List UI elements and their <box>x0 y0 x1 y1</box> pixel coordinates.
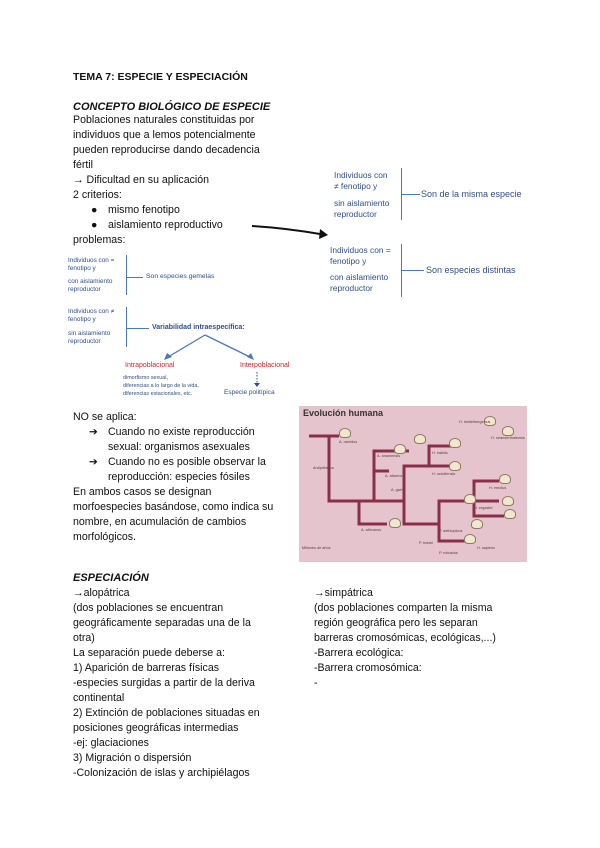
species-label: Ardipithecus <box>313 466 334 470</box>
case-line: Cuando no es posible observar la <box>108 456 266 468</box>
small-branch2-text: reproductor <box>68 338 101 345</box>
intra-detail: diferencias estacionales, etc. <box>123 391 193 397</box>
concept-line: fértil <box>73 159 94 171</box>
main-branch2-text: fenotipo y <box>330 256 367 266</box>
small-branch2-text: Individuos con ≠ <box>68 308 115 315</box>
small-result-2: Variabilidad intraespecífica: <box>152 324 245 331</box>
species-label: A. ramidus <box>339 440 358 444</box>
small-branch1-text: Individuos con = <box>68 257 115 264</box>
main-branch1-text: sin aislamiento <box>334 198 390 208</box>
skull-icon <box>414 434 426 444</box>
branch-arrows <box>150 332 290 362</box>
inter-result: Especie politípica <box>224 389 275 396</box>
concept-heading: CONCEPTO BIOLÓGICO DE ESPECIE <box>73 101 271 113</box>
case-line: reproducción: especies fósiles <box>108 471 250 483</box>
concept-line: → Dificultad en su aplicación <box>73 174 210 186</box>
arrow-icon: ➔ <box>89 456 98 468</box>
sympatric-line: -Barrera cromosómica: <box>314 662 422 674</box>
skull-icon <box>471 519 483 529</box>
allopatric-line: 3) Migración o dispersión <box>73 752 192 764</box>
sympatric-line: - <box>314 677 318 689</box>
allopatric-line: continental <box>73 692 125 704</box>
small-branch1-text: reproductor <box>68 286 101 293</box>
intra-label: Intrapoblacional <box>125 362 175 369</box>
allopatric-line: -ej: glaciaciones <box>73 737 149 749</box>
allopatric-line: (dos poblaciones se encuentran <box>73 602 224 614</box>
para-line: En ambos casos se designan <box>73 486 212 498</box>
skull-icon <box>504 509 516 519</box>
bullet-icon: ● <box>91 204 98 216</box>
page-title: TEMA 7: ESPECIE Y ESPECIACIÓN <box>73 71 248 83</box>
species-label: P. robustus <box>439 551 458 555</box>
species-label: P. boisei <box>419 541 434 545</box>
evolution-title: Evolución humana <box>303 408 384 418</box>
connector-line <box>127 277 143 278</box>
skull-icon <box>449 461 461 471</box>
sympatric-line: (dos poblaciones comparten la misma <box>314 602 493 614</box>
skull-icon <box>502 496 514 506</box>
concept-line: individuos que a lemos potencialmente <box>73 129 256 141</box>
species-label: H. ergaster <box>474 506 493 510</box>
skull-icon <box>339 428 351 438</box>
small-branch1-text: con aislamiento <box>68 278 113 285</box>
allopatric-line: 1) Aparición de barreras físicas <box>73 662 220 674</box>
curved-arrow-icon <box>250 222 330 240</box>
criterion-item: aislamiento reproductivo <box>108 219 223 231</box>
small-branch2-text: sin aislamiento <box>68 330 111 337</box>
allopatric-line: posiciones geográficas intermedias <box>73 722 239 734</box>
concept-line: 2 criterios: <box>73 189 122 201</box>
connector-line <box>127 328 149 329</box>
species-label: A. africanus <box>361 528 382 532</box>
concept-line: Poblaciones naturales constituidas por <box>73 114 255 126</box>
main-branch2-text: Individuos con = <box>330 245 391 255</box>
small-bracket <box>126 255 127 295</box>
para-line: morfoespecies basándose, como indica su <box>73 501 274 513</box>
sympatric-line: -Barrera ecológica: <box>314 647 404 659</box>
main-branch1-text: reproductor <box>334 209 377 219</box>
connector-line <box>402 194 420 195</box>
sympatric-line: barreras cromosómicas, ecológicas,...) <box>314 632 496 644</box>
species-label: H. heidelbergensis <box>459 420 491 424</box>
concept-line: pueden reproducirse dando decadencia <box>73 144 260 156</box>
main-result-2: Son especies distintas <box>426 265 516 275</box>
small-branch2-text: fenotipo y <box>68 316 96 323</box>
species-label: A. afarensis <box>385 474 406 478</box>
phylogeny-tree <box>299 406 527 562</box>
intra-detail: diferencias a lo largo de la vida, <box>123 383 199 389</box>
allopatric-line: →alopátrica <box>73 587 130 599</box>
main-branch1-text: Individuos con <box>334 170 388 180</box>
species-label: H. erectus <box>489 486 507 490</box>
skull-icon <box>449 438 461 448</box>
para-line: morfológicos. <box>73 531 136 543</box>
sympatric-line: región geográfica pero les separan <box>314 617 478 629</box>
allopatric-line: geográficamente separadas una de la <box>73 617 251 629</box>
main-branch1-text: ≠ fenotipo y <box>334 181 378 191</box>
sympatric-line: →simpátrica <box>314 587 373 599</box>
small-result-1: Son especies gemelas <box>146 273 215 280</box>
no-aplica-heading: NO se aplica: <box>73 411 137 423</box>
allopatric-line: La separación puede deberse a: <box>73 647 225 659</box>
skull-icon <box>499 474 511 484</box>
para-line: nombre, en acumulación de cambios <box>73 516 247 528</box>
inter-label: Interpoblacional <box>240 362 290 369</box>
skull-icon <box>389 518 401 528</box>
main-branch2-text: con aislamiento <box>330 272 389 282</box>
problems-label: problemas: <box>73 234 126 246</box>
skull-icon <box>394 444 406 454</box>
allopatric-line: -especies surgidas a partir de la deriva <box>73 677 255 689</box>
species-label: A. garhi <box>391 488 405 492</box>
allopatric-line: 2) Extinción de poblaciones situadas en <box>73 707 260 719</box>
case-line: sexual: organismos asexuales <box>108 441 250 453</box>
species-label: H. rudolfensis <box>432 472 456 476</box>
small-branch1-text: fenotipo y <box>68 265 96 272</box>
intra-detail: dimorfismo sexual, <box>123 375 168 381</box>
small-bracket <box>126 307 127 347</box>
skull-icon <box>502 426 514 436</box>
evolution-image <box>299 406 527 562</box>
allopatric-line: -Colonización de islas y archipiélagos <box>73 767 250 779</box>
connector-line <box>402 270 424 271</box>
species-label: H. habilis <box>432 451 448 455</box>
arrow-icon: ➔ <box>89 426 98 438</box>
allopatric-line: otra) <box>73 632 95 644</box>
main-result-1: Son de la misma especie <box>421 189 522 199</box>
main-branch2-text: reproductor <box>330 283 373 293</box>
bullet-icon: ● <box>91 219 98 231</box>
dotted-arrow <box>253 372 261 388</box>
species-label: A. anamensis <box>377 454 401 458</box>
species-label: P. aethiopicus <box>439 529 463 533</box>
species-label: H. neanderthalensis <box>491 436 525 440</box>
skull-icon <box>464 534 476 544</box>
case-line: Cuando no existe reproducción <box>108 426 255 438</box>
evolution-caption: Millones de años <box>302 546 331 550</box>
skull-icon <box>464 494 476 504</box>
species-label: H. sapiens <box>477 546 495 550</box>
criterion-item: mismo fenotipo <box>108 204 180 216</box>
speciation-heading: ESPECIACIÓN <box>73 572 149 584</box>
